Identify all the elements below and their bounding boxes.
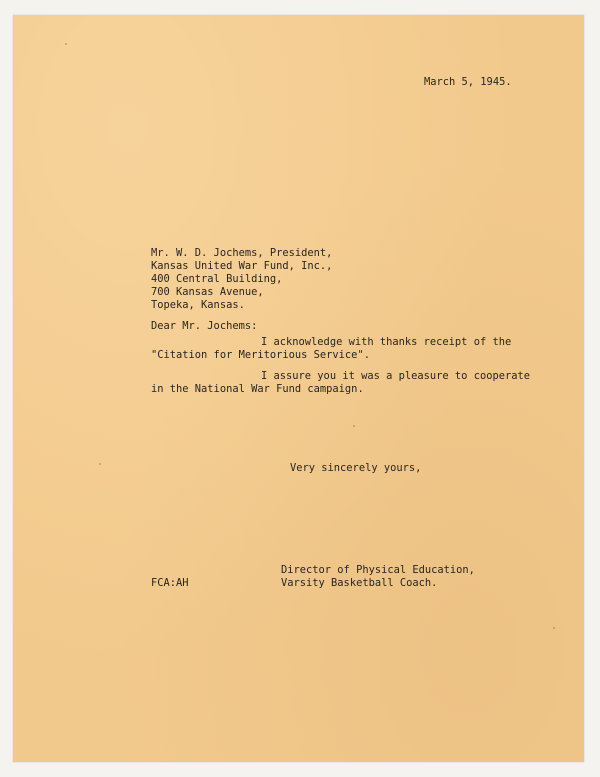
paragraph-line: "Citation for Meritorious Service". bbox=[151, 349, 370, 361]
typist-initials: FCA:AH bbox=[151, 577, 189, 589]
paragraph-line: in the National War Fund campaign. bbox=[151, 383, 364, 395]
recipient-line: 400 Central Building, bbox=[151, 273, 283, 285]
signature-line: Director of Physical Education, bbox=[281, 564, 475, 576]
paragraph-line: I acknowledge with thanks receipt of the bbox=[261, 336, 512, 348]
paragraph-line: I assure you it was a pleasure to cooperate bbox=[261, 370, 530, 382]
signature-line: Varsity Basketball Coach. bbox=[281, 577, 438, 589]
recipient-line: Mr. W. D. Jochems, President, bbox=[151, 247, 333, 259]
salutation: Dear Mr. Jochems: bbox=[151, 320, 258, 332]
paper-speck bbox=[353, 425, 355, 427]
closing: Very sincerely yours, bbox=[290, 462, 422, 474]
paper-speck bbox=[99, 463, 101, 465]
recipient-line: 700 Kansas Avenue, bbox=[151, 286, 264, 298]
recipient-line: Kansas United War Fund, Inc., bbox=[151, 260, 333, 272]
recipient-line: Topeka, Kansas. bbox=[151, 299, 245, 311]
letter-date: March 5, 1945. bbox=[424, 76, 512, 88]
paper-speck bbox=[65, 43, 67, 45]
paper-speck bbox=[553, 627, 555, 629]
